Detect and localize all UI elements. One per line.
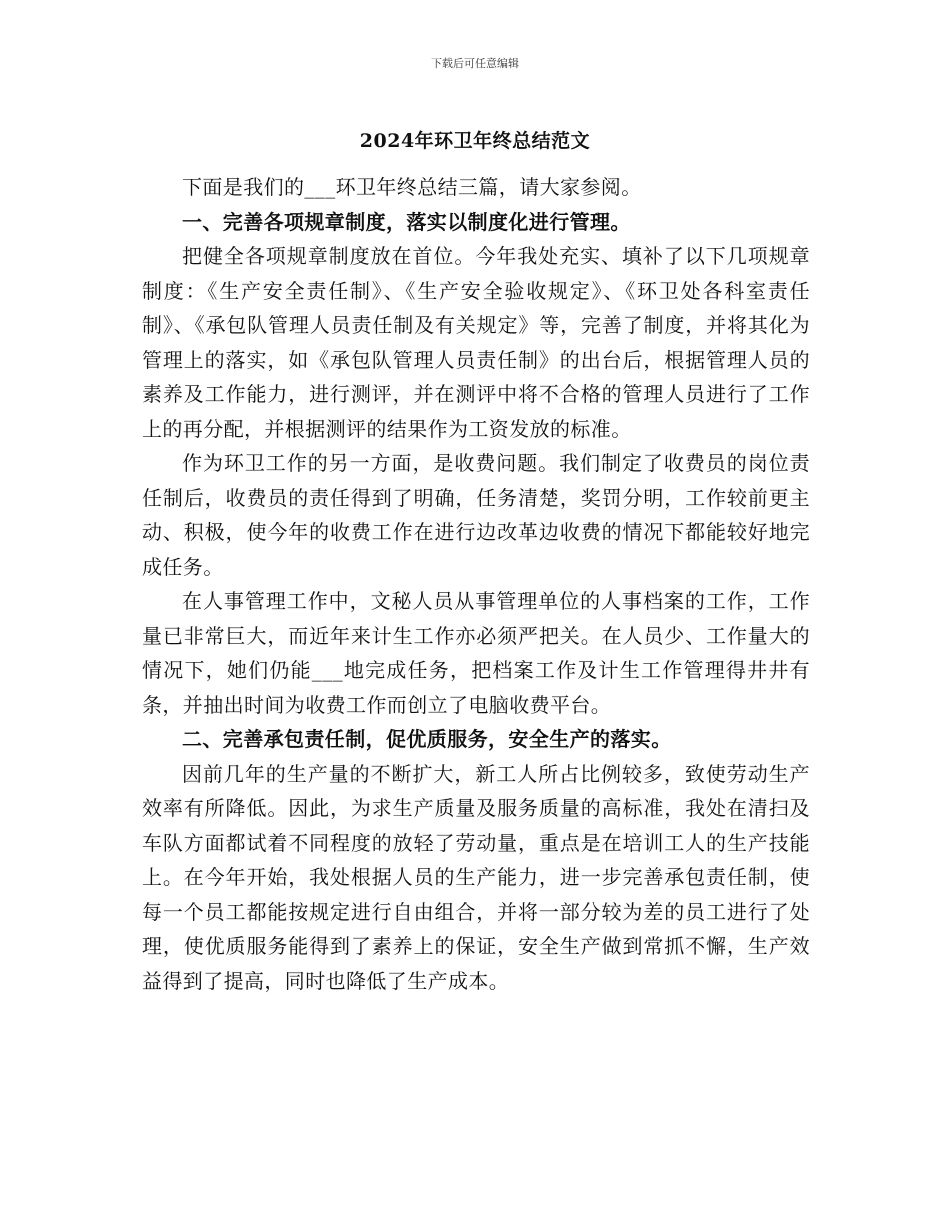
paragraph-personnel: 在人事管理工作中，文秘人员从事管理单位的人事档案的工作，工作量已非常巨大，而近年来计生工作亦必须严把关。在人员少、工作量大的情况下，她们仍能___地完成任务，把档案工作及计生工作管理得井井有条，并抽出时间为收费工作而创立了电脑收费平台。 — [142, 589, 810, 717]
paragraph-contract-responsibility: 因前几年的生产量的不断扩大，新工人所占比例较多，致使劳动生产效率有所降低。因此，为求生产质量及服务质量的高标准，我处在清扫及车队方面都试着不同程度的放轻了劳动量，重点是在培训工人的生产技能上。在今年开始，我处根据人员的生产能力，进一步完善承包责任制，使每一个员工都能按规定进行自由组合，并将一部分较为差的员工进行了处理，使优质服务能得到了素养上的保证，安全生产做到常抓不懈，生产效益得到了提高，同时也降低了生产成本。 — [142, 761, 810, 993]
intro-paragraph: 下面是我们的___环卫年终总结三篇，请大家参阅。 — [182, 175, 642, 199]
section-heading-2: 二、完善承包责任制，促优质服务，安全生产的落实。 — [182, 727, 672, 751]
document-body — [142, 170, 810, 998]
document-title: 2024年环卫年终总结范文 — [359, 130, 591, 152]
section-heading-1: 一、完善各项规章制度，落实以制度化进行管理。 — [182, 209, 631, 234]
paragraph-fees: 作为环卫工作的另一方面，是收费问题。我们制定了收费员的岗位责任制后，收费员的责任得到了明确，任务清楚，奖罚分明，工作较前更主动、积极，使今年的收费工作在进行边改革边收费的情况下都能较好地完成任务。 — [142, 451, 810, 579]
header-note: 下载后可任意编辑 — [431, 57, 519, 70]
paragraph-regulations: 把健全各项规章制度放在首位。今年我处充实、填补了以下几项规章制度：《生产安全责任制》、《生产安全验收规定》、《环卫处各科室责任制》、《承包队管理人员责任制及有关规定》等，完善了制度，并将其化为管理上的落实，如《承包队管理人员责任制》的出台后，根据管理人员的素养及工作能力，进行测评，并在测评中将不合格的管理人员进行了工作上的再分配，并根据测评的结果作为工资发放的标准。 — [142, 244, 810, 441]
